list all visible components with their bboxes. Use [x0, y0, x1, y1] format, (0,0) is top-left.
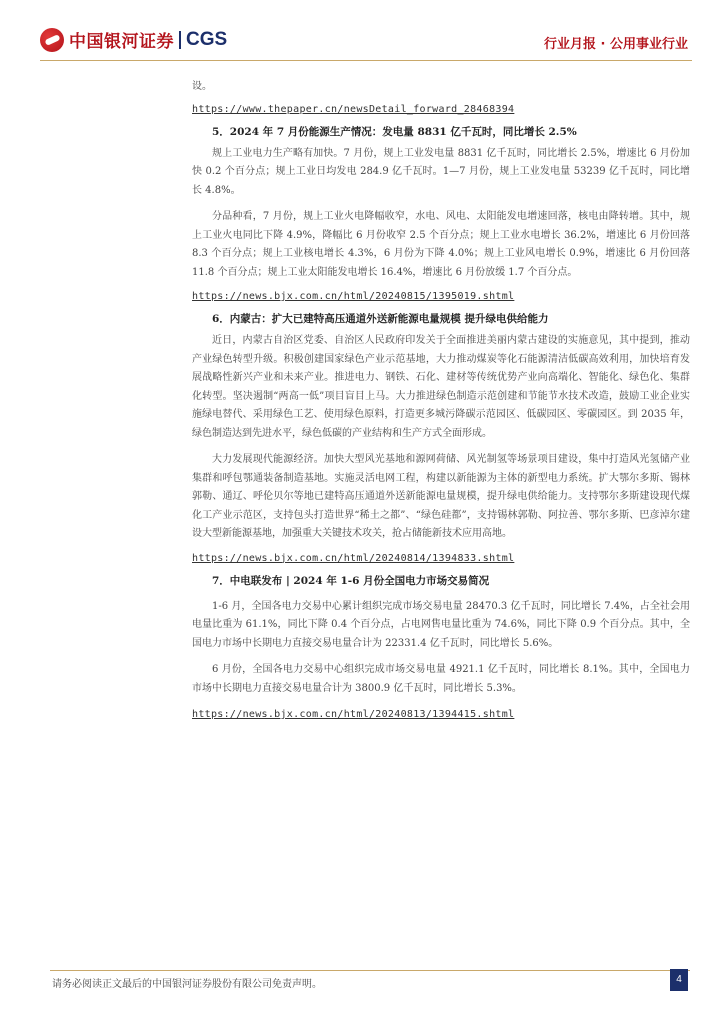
- source-link-4[interactable]: https://www.thepaper.cn/newsDetail_forward_28468394: [192, 103, 515, 115]
- source-link-6[interactable]: https://news.bjx.com.cn/html/20240814/1394833.shtml: [192, 552, 515, 564]
- header-divider: [40, 60, 692, 61]
- section-5-title: 5．2024 年 7 月份能源生产情况：发电量 8831 亿千瓦时，同比增长 2.5%: [212, 125, 577, 138]
- section-7-paragraph-2: 6 月份，全国各电力交易中心组织完成市场交易电量 4921.1 亿千瓦时，同比增长 8.1%。其中，全国电力市场中长期电力直接交易电量合计为 3800.9 亿千瓦时，同比增长 5.3%。: [192, 664, 690, 694]
- source-link-7[interactable]: https://news.bjx.com.cn/html/20240813/1394415.shtml: [192, 709, 515, 720]
- logo-chinese-name: 中国银河证券: [69, 32, 174, 52]
- source-link-5[interactable]: https://news.bjx.com.cn/html/20240815/1395019.shtml: [192, 291, 515, 302]
- footer-disclaimer: 请务必阅读正文最后的中国银河证券股份有限公司免责声明。: [52, 979, 322, 990]
- main-content: [192, 78, 690, 724]
- section-6-paragraph-1: 近日，内蒙古自治区党委、自治区人民政府印发关于全面推进美丽内蒙古建设的实施意见，其中提到，推动产业绿色转型升级。积极创建国家绿色产业示范基地，大力推动煤炭等化石能源清洁低碳高效利用，加快培育发展战略性新兴产业和未来产业。推进电力、钢铁、石化、建材等传统优势产业向高端化、智能化、绿色化、集群化转型。坚决遏制“两高一低”项目盲目上马。大力推进绿色制造示范创建和节能节水技术改造，鼓励工业企业实施绿电替代、采用绿色工艺、使用绿色原料，打造更多城污降碳示范园区、低碳园区、零碳园区。到 2035 年，绿色制造达到先进水平，绿色低碳的产业结构和生产方式全面形成。: [192, 335, 690, 439]
- section-7-paragraph-1: 1-6 月，全国各电力交易中心累计组织完成市场交易电量 28470.3 亿千瓦时，同比增长 7.4%，占全社会用电量比重为 61.1%，同比下降 0.4 个百分点，占电网售电量比重为 74.6%，同比下降 0.9 个百分点。其中，全国电力市场中长期电力直接交易电量合计为 22331.4 亿千瓦时，同比增长 5.6%。: [192, 600, 690, 649]
- section-7-title: 7．中电联发布 | 2024 年 1-6 月份全国电力市场交易简况: [212, 574, 490, 587]
- company-logo: [40, 27, 227, 52]
- page-number: 4: [670, 969, 688, 991]
- section-6-paragraph-2: 大力发展现代能源经济。加快大型风光基地和源网荷储、风光制氢等场景项目建设，集中打造风光氢储产业集群和呼包鄂通装备制造基地。实施灵活电网工程，构建以新能源为主体的新型电力系统。扩大鄂尔多斯、锡林郭勒、通辽、呼伦贝尔等地已建特高压通道外送新能源电量规模，提升绿电供给能力。支持鄂尔多斯建设现代煤化工产业示范区，支持包头打造世界“稀土之都”、“绿色硅都”，支持锡林郭勒、阿拉善、鄂尔多斯、巴彦淖尔建设大型新能源基地，加强重大关键技术攻关，抢占储能新技术应用高地。: [192, 454, 690, 539]
- logo-emblem-icon: [40, 28, 64, 52]
- logo-separator: [179, 31, 181, 49]
- page-header: [0, 0, 724, 62]
- logo-english-name: CGS: [186, 28, 228, 50]
- footer-divider: [50, 970, 690, 971]
- report-category: 行业月报 · 公用事业行业: [544, 37, 688, 52]
- section-6-title: 6．内蒙古：扩大已建特高压通道外送新能源电量规模 提升绿电供给能力: [212, 313, 549, 325]
- continued-fragment: 设。: [192, 81, 212, 92]
- section-5-paragraph-1: 规上工业电力生产略有加快。7 月份，规上工业发电量 8831 亿千瓦时，同比增长 2.5%，增速比 6 月份加快 0.2 个百分点；规上工业日均发电 284.9 亿千瓦时。1—7 月份，规上工业发电量 53239 亿千瓦时，同比增长 4.8%。: [192, 147, 690, 196]
- section-5-paragraph-2: 分品种看，7 月份，规上工业火电降幅收窄，水电、风电、太阳能发电增速回落，核电由降转增。其中，规上工业火电同比下降 4.9%，降幅比 6 月份收窄 2.5 个百分点；规上工业水电增长 36.2%，增速比 6 月份回落 8.3 个百分点；规上工业核电增长 4.3%，6 月份为下降 4.0%；规上工业风电增长 0.9%，增速比 6 月份回落 11.8 个百分点；规上工业太阳能发电增长 16.4%，增速比 6 月份放缓 1.7 个百分点。: [192, 211, 690, 278]
